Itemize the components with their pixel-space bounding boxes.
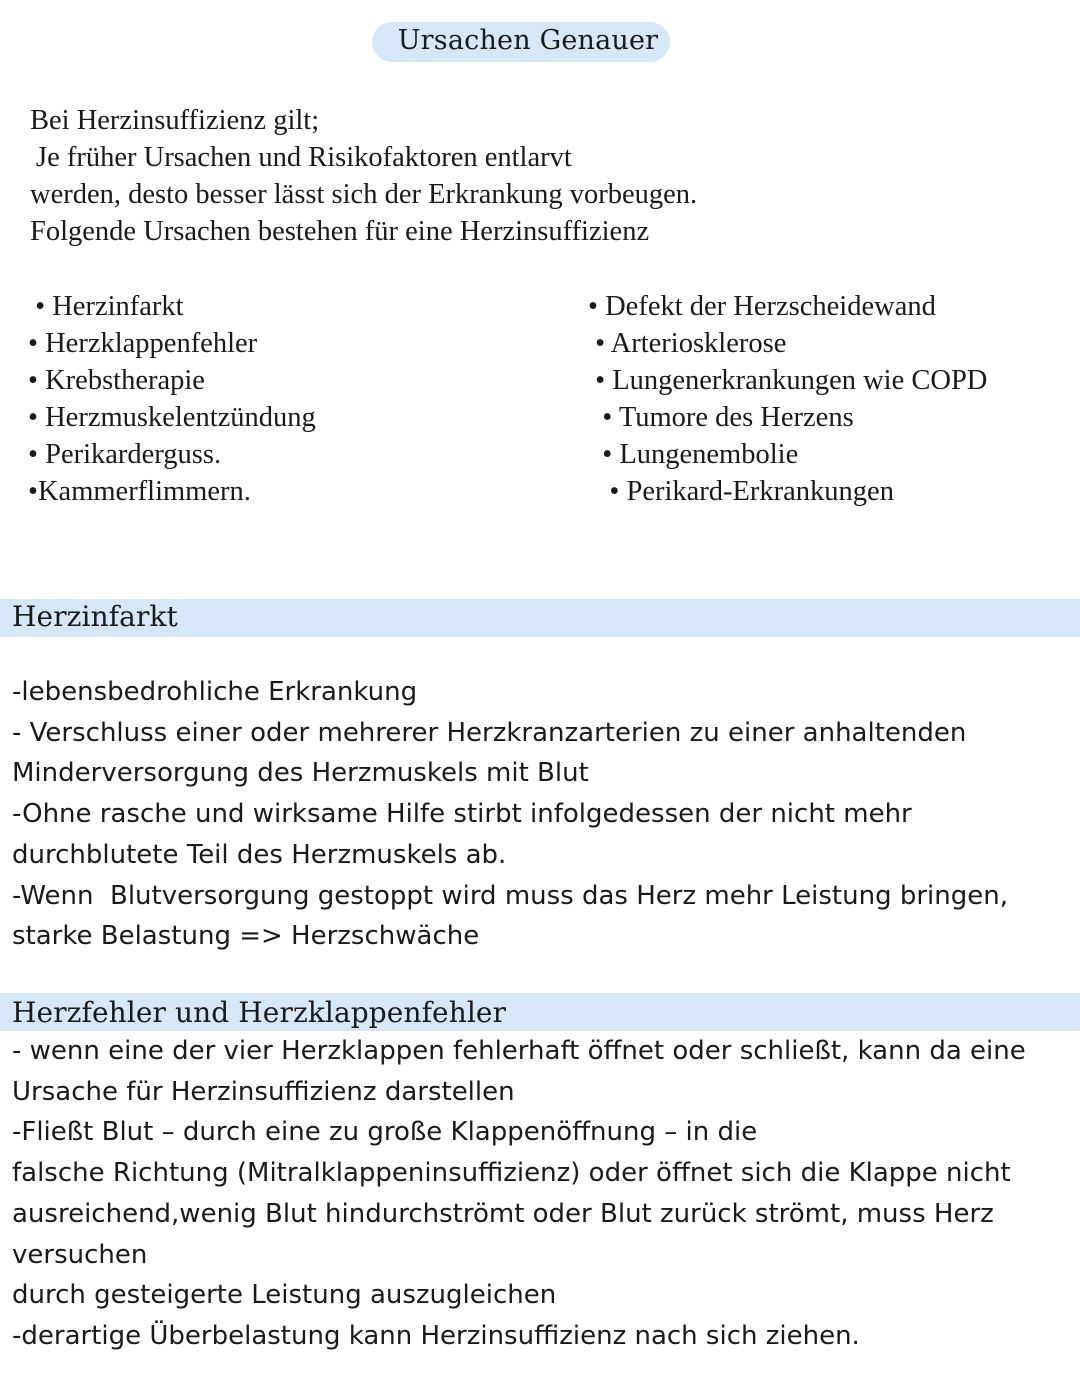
body-line: versuchen [12, 1239, 148, 1270]
cause-item: • Lungenembolie [588, 439, 799, 470]
cause-item: • Defekt der Herzscheidewand [588, 291, 936, 322]
cause-item: •Kammerflimmern. [28, 476, 251, 507]
cause-item: • Perikarderguss. [28, 439, 222, 470]
cause-item: • Krebstherapie [28, 365, 205, 396]
cause-item: • Herzinfarkt [28, 291, 184, 322]
intro-line: Je früher Ursachen und Risikofaktoren entlarvt [36, 142, 572, 173]
cause-item: • Tumore des Herzens [588, 402, 854, 433]
intro-line: werden, desto besser lässt sich der Erkrankung vorbeugen. [30, 179, 698, 210]
body-line: Minderversorgung des Herzmuskels mit Blut [12, 758, 589, 789]
body-line: -Fließt Blut – durch eine zu große Klappenöffnung – in die [12, 1117, 758, 1148]
intro-line: Folgende Ursachen bestehen für eine Herzinsuffizienz [30, 216, 650, 247]
body-line: falsche Richtung (Mitralklappeninsuffizienz) oder öffnet sich die Klappe nicht [12, 1158, 1011, 1189]
cause-item: • Arteriosklerose [588, 328, 787, 359]
body-line: - Verschluss einer oder mehrerer Herzkranzarterien zu einer anhaltenden [12, 717, 967, 748]
body-line: - wenn eine der vier Herzklappen fehlerhaft öffnet oder schließt, kann da eine [12, 1036, 1026, 1066]
intro-paragraph [30, 102, 1030, 250]
body-line: durchblutete Teil des Herzmuskels ab. [12, 839, 507, 870]
intro-line: Bei Herzinsuffizienz gilt; [30, 105, 320, 136]
section-body-herzinfarkt [12, 672, 1072, 957]
section-body-herzfehler [12, 1031, 1072, 1357]
section-heading-herzfehler: Herzfehler und Herzklappenfehler [12, 996, 507, 1029]
cause-item: • Herzklappenfehler [28, 328, 258, 359]
cause-item: • Lungenerkrankungen wie COPD [588, 365, 988, 396]
page-title: Ursachen Genauer [397, 25, 659, 56]
cause-item: • Perikard-Erkrankungen [588, 476, 894, 507]
body-line: Ursache für Herzinsuffizienz darstellen [12, 1076, 515, 1107]
body-line: -Ohne rasche und wirksame Hilfe stirbt infolgedessen der nicht mehr [12, 799, 912, 830]
section-heading-herzinfarkt: Herzinfarkt [12, 600, 178, 633]
body-line: starke Belastung => Herzschwäche [12, 921, 480, 952]
causes-list-right [588, 288, 987, 510]
causes-list-left [28, 288, 316, 510]
body-line: -lebensbedrohliche Erkrankung [12, 677, 418, 707]
body-line: durch gesteigerte Leistung auszugleichen [12, 1280, 557, 1311]
cause-item: • Herzmuskelentzündung [28, 402, 316, 433]
body-line: ausreichend,wenig Blut hindurchströmt oder Blut zurück strömt, muss Herz [12, 1198, 994, 1229]
body-line: -Wenn Blutversorgung gestoppt wird muss das Herz mehr Leistung bringen, [12, 880, 1008, 911]
body-line: -derartige Überbelastung kann Herzinsuffizienz nach sich ziehen. [12, 1320, 860, 1351]
